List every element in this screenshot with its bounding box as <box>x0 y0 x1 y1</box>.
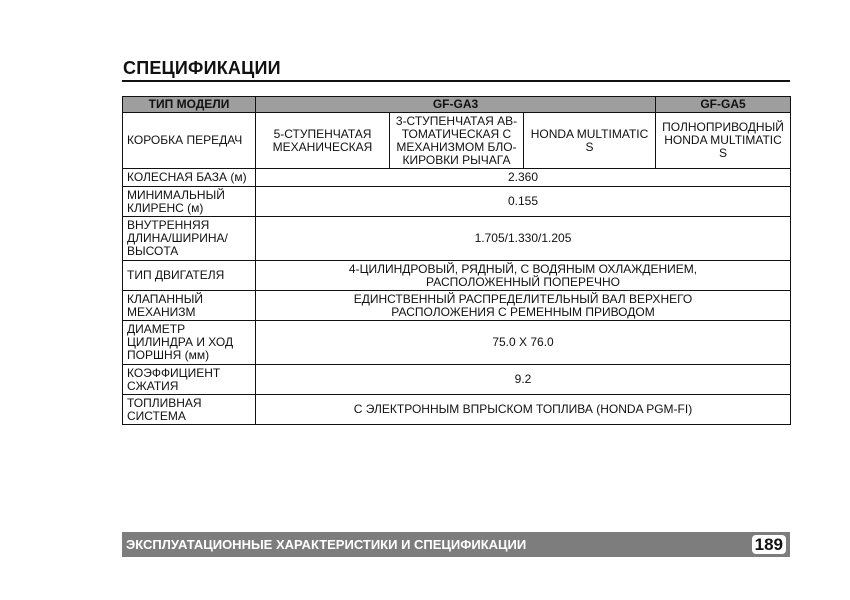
specifications-table <box>122 96 791 425</box>
row-label-valve-train: КЛАПАННЫЙ МЕХАНИЗМ <box>123 291 256 321</box>
row-value-interior-dimensions: 1.705/1.330/1.205 <box>256 217 791 261</box>
row-value-engine-type: 4-ЦИЛИНДРОВЫЙ, РЯДНЫЙ, С ВОДЯНЫМ ОХЛАЖДЕНИЕМ, РАСПОЛОЖЕННЫЙ ПОПЕРЕЧНО <box>256 261 791 291</box>
row-value-wheelbase: 2.360 <box>256 169 791 187</box>
table-row <box>123 365 791 395</box>
table-row <box>123 169 791 187</box>
row-value-ground-clearance: 0.155 <box>256 187 791 217</box>
transmission-automatic: 3-СТУПЕНЧАТАЯ АВ-ТОМАТИЧЕСКАЯ С МЕХАНИЗМОМ БЛО-КИРОВКИ РЫЧАГА <box>390 113 524 169</box>
title-divider <box>122 80 790 82</box>
row-label-bore-stroke: ДИАМЕТР ЦИЛИНДРА И ХОД ПОРШНЯ (мм) <box>123 321 256 365</box>
transmission-manual: 5-СТУПЕНЧАТАЯ МЕХАНИЧЕСКАЯ <box>256 113 390 169</box>
table-row <box>123 187 791 217</box>
table-row <box>123 217 791 261</box>
header-gf-ga5: GF-GA5 <box>656 97 791 113</box>
footer-bar <box>122 532 790 557</box>
table-row <box>123 321 791 365</box>
table-header-row <box>123 97 791 113</box>
transmission-multimatic: HONDA MULTIMATIC S <box>524 113 656 169</box>
row-label-compression-ratio: КОЭФФИЦИЕНТ СЖАТИЯ <box>123 365 256 395</box>
table-row <box>123 395 791 425</box>
row-label-engine-type: ТИП ДВИГАТЕЛЯ <box>123 261 256 291</box>
row-label-interior-dimensions: ВНУТРЕННЯЯ ДЛИНА/ШИРИНА/ ВЫСОТА <box>123 217 256 261</box>
transmission-row <box>123 113 791 169</box>
table-row <box>123 261 791 291</box>
page-number: 189 <box>752 535 786 554</box>
row-label-wheelbase: КОЛЕСНАЯ БАЗА (м) <box>123 169 256 187</box>
transmission-awd-multimatic: ПОЛНОПРИВОДНЫЙ HONDA MULTIMATIC S <box>656 113 791 169</box>
table-row <box>123 291 791 321</box>
row-value-compression-ratio: 9.2 <box>256 365 791 395</box>
row-value-fuel-system: С ЭЛЕКТРОННЫМ ВПРЫСКОМ ТОПЛИВА (HONDA PGM-FI) <box>256 395 791 425</box>
row-label-ground-clearance: МИНИМАЛЬНЫЙ КЛИРЕНС (м) <box>123 187 256 217</box>
row-value-bore-stroke: 75.0 X 76.0 <box>256 321 791 365</box>
row-value-valve-train: ЕДИНСТВЕННЫЙ РАСПРЕДЕЛИТЕЛЬНЫЙ ВАЛ ВЕРХНЕГО РАСПОЛОЖЕНИЯ С РЕМЕННЫМ ПРИВОДОМ <box>256 291 791 321</box>
header-model-type: ТИП МОДЕЛИ <box>123 97 256 113</box>
transmission-label: КОРОБКА ПЕРЕДАЧ <box>123 113 256 169</box>
page-title: СПЕЦИФИКАЦИИ <box>123 58 281 78</box>
header-gf-ga3: GF-GA3 <box>256 97 656 113</box>
row-label-fuel-system: ТОПЛИВНАЯ СИСТЕМА <box>123 395 256 425</box>
footer-section-title: ЭКСПЛУАТАЦИОННЫЕ ХАРАКТЕРИСТИКИ И СПЕЦИФИКАЦИИ <box>126 537 527 552</box>
